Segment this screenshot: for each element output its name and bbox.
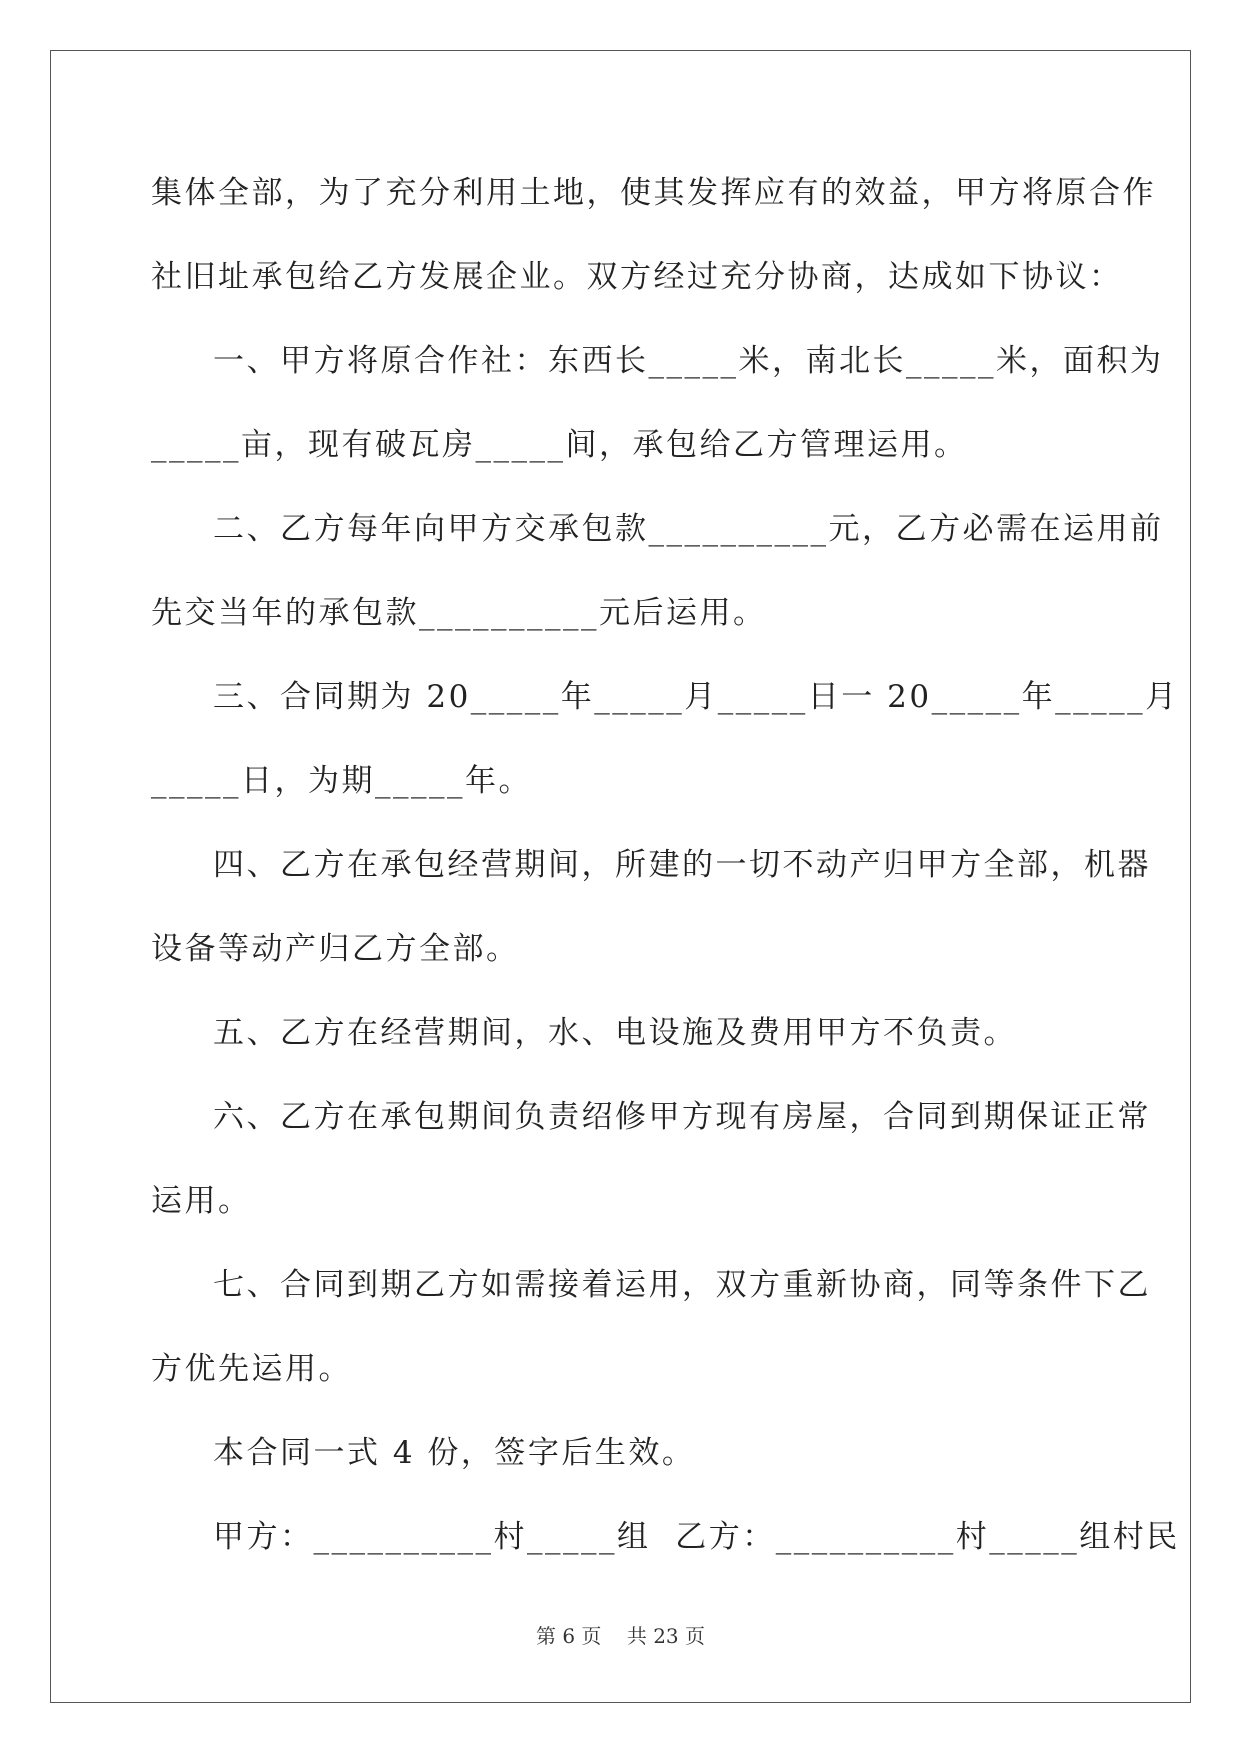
clause-3-line-1: 三、合同期为 20_____年_____月_____日一 20_____年_____月 bbox=[213, 679, 1179, 715]
clause-5-line-1: 五、乙方在经营期间，水、电设施及费用甲方不负责。 bbox=[213, 1015, 1017, 1051]
text-line: 集体全部，为了充分利用土地，使其发挥应有的效益，甲方将原合作 bbox=[151, 175, 1156, 211]
clause-2-line-1: 二、乙方每年向甲方交承包款__________元，乙方必需在运用前 bbox=[213, 511, 1164, 547]
clause-6-line-2: 运用。 bbox=[151, 1183, 252, 1219]
clause-4-line-2: 设备等动产归乙方全部。 bbox=[151, 931, 520, 967]
clause-1-line-2: _____亩，现有破瓦房_____间，承包给乙方管理运用。 bbox=[151, 427, 968, 463]
document-body bbox=[151, 158, 1180, 1586]
clause-4-line-1: 四、乙方在承包经营期间，所建的一切不动产归甲方全部，机器 bbox=[213, 847, 1151, 883]
clause-6-line-1: 六、乙方在承包期间负责绍修甲方现有房屋，合同到期保证正常 bbox=[213, 1099, 1151, 1135]
clause-7-line-1: 七、合同到期乙方如需接着运用，双方重新协商，同等条件下乙 bbox=[213, 1267, 1151, 1303]
clause-7-line-2: 方优先运用。 bbox=[151, 1351, 352, 1387]
page-number-footer: 第 6 页 共 23 页 bbox=[535, 1624, 706, 1648]
text-line: 社旧址承包给乙方发展企业。双方经过充分协商，达成如下协议： bbox=[151, 259, 1123, 295]
clause-3-line-2: _____日，为期_____年。 bbox=[151, 763, 532, 799]
clause-2-line-2: 先交当年的承包款__________元后运用。 bbox=[151, 595, 767, 631]
copies-statement: 本合同一式 4 份，签字后生效。 bbox=[213, 1435, 696, 1471]
clause-1-line-1: 一、甲方将原合作社：东西长_____米，南北长_____米，面积为 bbox=[213, 343, 1164, 379]
signature-line: 甲方：__________村_____组 乙方：__________村_____组村民 bbox=[213, 1519, 1180, 1555]
